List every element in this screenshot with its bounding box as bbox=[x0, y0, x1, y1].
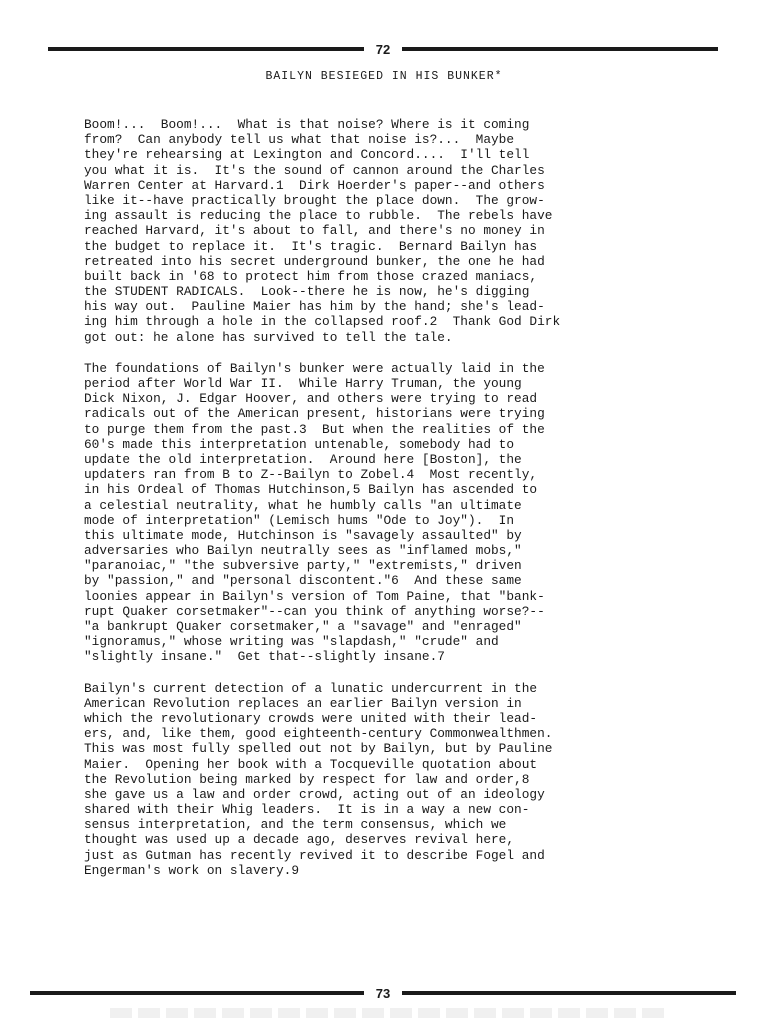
text-line: update the old interpretation. Around here [Boston], the bbox=[84, 451, 522, 467]
text-line: ing him through a hole in the collapsed roof.2 Thank God Dirk bbox=[84, 314, 561, 330]
text-line: loonies appear in Bailyn's version of Tom Paine, that "bank- bbox=[84, 588, 545, 604]
text-line: from? Can anybody tell us what that noise is?... Maybe bbox=[84, 132, 515, 148]
text-line: Maier. Opening her book with a Tocqueville quotation about bbox=[84, 756, 538, 772]
paragraph bbox=[84, 681, 684, 878]
text-line: Bailyn's current detection of a lunatic undercurrent in the bbox=[84, 680, 538, 696]
text-line: radicals out of the American present, historians were trying bbox=[84, 406, 545, 422]
paragraph bbox=[84, 117, 684, 345]
text-line: rupt Quaker corsetmaker"--can you think of anything worse?-- bbox=[84, 603, 545, 619]
bleed-through-text bbox=[110, 1008, 670, 1018]
text-line: got out: he alone has survived to tell the tale. bbox=[84, 329, 453, 345]
text-line: Dick Nixon, J. Edgar Hoover, and others were trying to read bbox=[84, 391, 538, 407]
text-line: updaters ran from B to Z--Bailyn to Zobel.4 Most recently, bbox=[84, 467, 538, 483]
text-line: to purge them from the past.3 But when the realities of the bbox=[84, 421, 545, 437]
text-line: sensus interpretation, and the term consensus, which we bbox=[84, 817, 507, 833]
page-number-top: 72 bbox=[375, 41, 391, 57]
text-line: reached Harvard, it's about to fall, and there's no money in bbox=[84, 223, 545, 239]
text-line: "slightly insane." Get that--slightly insane.7 bbox=[84, 649, 445, 665]
text-line: ers, and, like them, good eighteenth-century Commonwealthmen. bbox=[84, 726, 553, 742]
text-line: adversaries who Bailyn neutrally sees as "inflamed mobs," bbox=[84, 543, 522, 559]
text-line: by "passion," and "personal discontent."6 And these same bbox=[84, 573, 522, 589]
header-rule bbox=[48, 42, 718, 56]
text-line: like it--have practically brought the place down. The grow- bbox=[84, 192, 545, 208]
text-line: his way out. Pauline Maier has him by the hand; she's lead- bbox=[84, 299, 545, 315]
text-line: The foundations of Bailyn's bunker were actually laid in the bbox=[84, 360, 545, 376]
text-line: This was most fully spelled out not by Bailyn, but by Pauline bbox=[84, 741, 553, 757]
text-line: Boom!... Boom!... What is that noise? Where is it coming bbox=[84, 117, 530, 132]
text-line: "ignoramus," whose writing was "slapdash," "crude" and bbox=[84, 634, 499, 650]
text-line: the Revolution being marked by respect for law and order,8 bbox=[84, 771, 530, 787]
article-body bbox=[84, 117, 684, 894]
page-title: BAILYN BESIEGED IN HIS BUNKER* bbox=[265, 70, 503, 83]
text-line: she gave us a law and order crowd, acting out of an ideology bbox=[84, 786, 545, 802]
text-line: American Revolution replaces an earlier Bailyn version in bbox=[84, 695, 522, 711]
text-line: a celestial neutrality, what he humbly calls "an ultimate bbox=[84, 497, 522, 513]
text-line: Warren Center at Harvard.1 Dirk Hoerder's paper--and others bbox=[84, 177, 545, 193]
header-rule-right bbox=[402, 47, 718, 51]
text-line: the budget to replace it. It's tragic. Bernard Bailyn has bbox=[84, 238, 538, 254]
paragraph bbox=[84, 361, 684, 665]
text-line: retreated into his secret underground bunker, the one he had bbox=[84, 253, 545, 269]
text-line: Engerman's work on slavery.9 bbox=[84, 862, 300, 878]
text-line: just as Gutman has recently revived it to describe Fogel and bbox=[84, 847, 545, 863]
text-line: "a bankrupt Quaker corsetmaker," a "savage" and "enraged" bbox=[84, 619, 522, 634]
page-number-bottom: 73 bbox=[375, 985, 391, 1001]
text-line: "paranoiac," "the subversive party," "extremists," driven bbox=[84, 558, 522, 574]
text-line: 60's made this interpretation untenable, somebody had to bbox=[84, 436, 515, 452]
text-line: they're rehearsing at Lexington and Concord.... I'll tell bbox=[84, 147, 530, 163]
text-line: which the revolutionary crowds were united with their lead- bbox=[84, 710, 538, 726]
text-line: period after World War II. While Harry Truman, the young bbox=[84, 376, 522, 391]
text-line: shared with their Whig leaders. It is in a way a new con- bbox=[84, 802, 530, 818]
text-line: thought was used up a decade ago, deserves revival here, bbox=[84, 832, 515, 848]
header-rule-left bbox=[48, 47, 364, 51]
footer-rule-right bbox=[402, 991, 736, 995]
text-line: ing assault is reducing the place to rubble. The rebels have bbox=[84, 208, 553, 224]
text-line: mode of interpretation" (Lemisch hums "Ode to Joy"). In bbox=[84, 512, 515, 528]
text-line: built back in '68 to protect him from those crazed maniacs, bbox=[84, 268, 538, 284]
footer-rule-left bbox=[30, 991, 364, 995]
footer-rule bbox=[30, 986, 736, 1000]
text-line: the STUDENT RADICALS. Look--there he is now, he's digging bbox=[84, 284, 530, 300]
text-line: this ultimate mode, Hutchinson is "savagely assaulted" by bbox=[84, 527, 522, 543]
text-line: in his Ordeal of Thomas Hutchinson,5 Bailyn has ascended to bbox=[84, 482, 538, 498]
text-line: you what it is. It's the sound of cannon around the Charles bbox=[84, 162, 545, 178]
